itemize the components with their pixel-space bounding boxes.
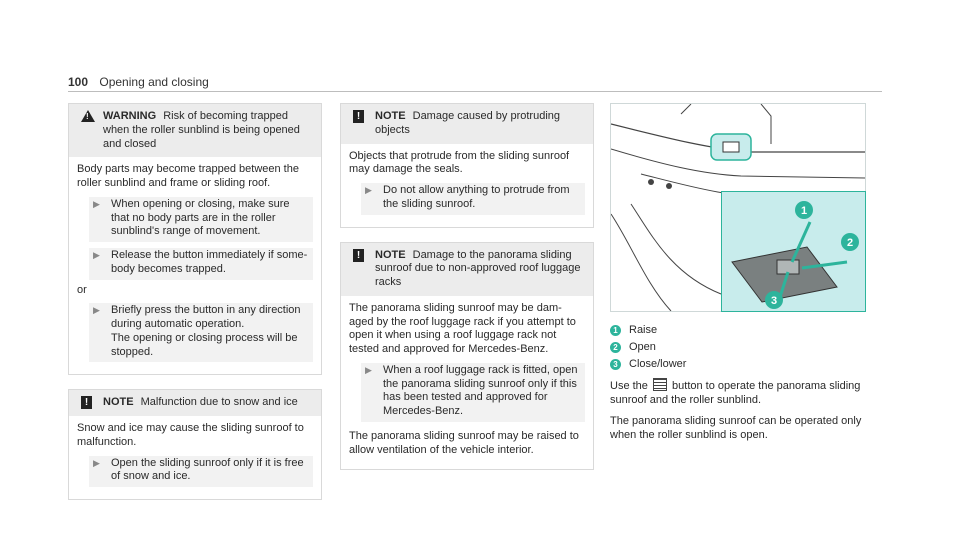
svg-text:1: 1 [800,205,808,217]
legend [610,324,870,371]
legend-item [610,341,870,355]
page-header [68,75,209,90]
note-keyword: NOTE [103,396,134,409]
step-arrow-icon: ▶ [365,364,372,375]
note-icon: ! [353,249,364,262]
step-text: Briefly press the button in any direction during automatic operation. The opening or closing process will be stopped. [111,304,301,358]
column-right [610,103,870,442]
warning-keyword: WARNING [103,110,157,122]
warning-body [69,157,321,374]
instruction-use-button [610,378,870,408]
step-text: Do not allow anything to protrude from the sliding sunroof. [383,184,570,210]
warning-icon [81,110,95,122]
step-arrow-icon: ▶ [93,457,100,468]
note-text: Objects that protrude from the sliding sunroof may damage the seals. [349,149,570,176]
note-luggage-header [341,243,593,296]
note-protruding-box [340,103,594,228]
note-title: Damage to the panorama sliding sunroof due to non-approved roof luggage racks [375,248,581,288]
instruction-prefix: Use the [610,380,648,393]
note-keyword: NOTE [375,248,406,261]
step-arrow-icon: ▶ [93,198,100,209]
note-snow-header [69,390,321,416]
warning-box [68,103,322,375]
button-detail-inset [721,191,866,312]
or-label: or [77,283,87,296]
warning-step-3 [89,303,313,362]
warning-step-2 [89,248,313,280]
note-title: Malfunction due to snow and ice [140,396,298,409]
legend-number: 3 [610,359,621,370]
step-arrow-icon: ▶ [93,305,100,316]
legend-number: 1 [610,325,621,336]
note-keyword: NOTE [375,110,406,122]
warning-text: Body parts may become trapped between the roller sunblind and frame or sliding roof. [77,163,299,189]
note-footer: The panorama sliding sunroof may be raised to allow ventilation of the vehicle interior. [349,429,579,456]
legend-label: Open [629,340,656,353]
note-icon: ! [353,110,364,123]
step-text: Open the sliding sunroof only if it is free of snow and ice. [111,456,304,483]
note-luggage-body [341,296,593,470]
note-protruding-body [341,144,593,227]
page-number: 100 [68,75,89,89]
legend-label: Close/lower [629,357,687,370]
section-title: Opening and closing [99,75,209,89]
header-rule [68,91,882,92]
step-text: When opening or closing, make sure that no body parts are in the roller sunblind's range of movement. [111,197,290,238]
instruction-suffix: button to operate the panorama sliding sunroof and the roller sunblind. [610,380,861,406]
note-text: Snow and ice may cause the sliding sunroof to malfunction. [77,422,304,448]
button-detail-drawing [722,192,865,311]
note-snow-body [69,416,321,499]
note-protruding-step [361,183,585,215]
svg-text:2: 2 [846,237,854,249]
warning-header [69,104,321,157]
svg-text:3: 3 [770,295,778,307]
step-text: Release the button immediately if some-body becomes trapped. [111,249,308,275]
step-arrow-icon: ▶ [365,185,372,195]
note-luggage-box [340,242,594,471]
note-snow-box [68,389,322,500]
note-luggage-step [361,363,585,422]
legend-label: Raise [629,324,658,336]
sunroof-illustration [610,103,866,312]
note-protruding-header [341,104,593,144]
step-text: When a roof luggage rack is fitted, open the panorama sliding sunroof only if this has been tested and approved for Mercedes-Benz. [383,363,578,417]
step-arrow-icon: ▶ [93,250,100,260]
overhead-button-icon [653,378,667,391]
legend-number: 2 [610,342,621,353]
legend-item [610,324,870,338]
note-title: Damage caused by protruding objects [375,110,560,136]
note-text: The panorama sliding sunroof may be dam-aged by the roof luggage rack if you attempt to open it when using a roof luggage rack not tested and approved for Mercedes-Benz. [349,301,576,355]
note-snow-step [89,456,313,488]
legend-item [610,358,870,372]
warning-step-1 [89,197,313,242]
column-left [68,103,322,514]
instruction-condition: The panorama sliding sunroof can be operated only when the roller sunblind is open. [610,414,862,441]
warning-title: Risk of becoming trapped when the roller sunblind is being opened and closed [103,110,300,150]
note-icon: ! [81,396,92,409]
column-middle [340,103,594,484]
